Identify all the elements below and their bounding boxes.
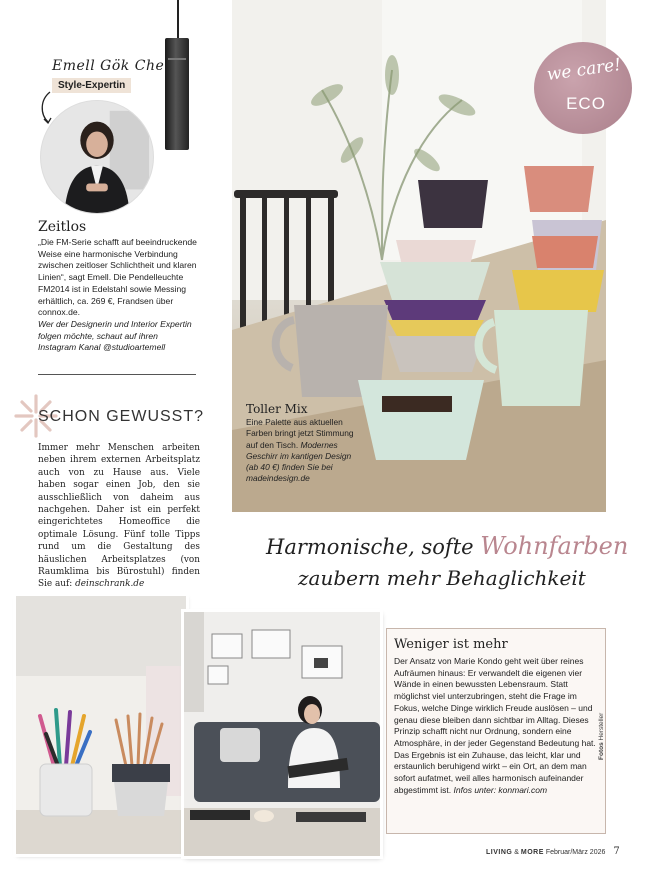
desk-pencils-photo xyxy=(16,596,186,854)
toller-mix-text xyxy=(246,417,362,485)
schon-gewusst-heading: SCHON GEWUSST? xyxy=(38,408,205,425)
weniger-ist-mehr-text xyxy=(394,656,602,796)
magazine-name-a: LIVING xyxy=(486,849,513,856)
expert-name: Emell Gök Che xyxy=(52,58,165,74)
toller-mix-heading: Toller Mix xyxy=(246,402,308,416)
weniger-ist-mehr-heading: Weniger ist mehr xyxy=(394,637,508,652)
zeitlos-heading: Zeitlos xyxy=(38,219,87,235)
page-number: 7 xyxy=(613,846,620,857)
headline-line-1 xyxy=(266,532,629,560)
headline-line-1-text: Harmonische, softe xyxy=(266,535,481,559)
zeitlos-body: „Die FM-Serie schafft auf beeindruckende Weise eine harmonische Verbindung zwischen zeitloser Schlichtheit und klaren Linien“, sagt Emell. Die Pendelleuchte FM2014 ist in Edelstahl sowie Messing erhältlich, ca. 269 €, Frandsen über connox.de. xyxy=(38,237,197,318)
toller-mix-body: Eine Palette aus aktuellen Farben bringt jetzt Stimmung auf den Tisch. xyxy=(246,417,354,450)
headline-line-2: zaubern mehr Behaglichkeit xyxy=(298,566,586,590)
eco-badge-tagline: we care! xyxy=(545,54,623,86)
section-divider xyxy=(38,374,196,375)
reading-woman-photo xyxy=(184,612,380,856)
photo-credit-value: Hersteller xyxy=(598,712,605,743)
schon-gewusst-link[interactable]: deinschrank.de xyxy=(75,579,145,590)
weniger-ist-mehr-body: Der Ansatz von Marie Kondo geht weit über reines Aufräumen hinaus: Er verwandelt die eigenen vier Wände in einen bewussten Lebensraum. Statt möglichst viel unterzubringen, steht die Frage im Fokus, welche Dinge wirklich Freude auslösen – und genau diese bleiben dann sichtbar im Alltag. Dieses Prinzip schafft nicht nur Ordnung, sondern eine Atmosphäre, in der jeder Gegenstand Bedeutung hat. Das Ergebnis ist ein Zuhause, das leicht, klar und erstaunlich beruhigend wirkt – ein Ort, an dem man sofort aufatmet, weil alles harmonisch aufeinander abgestimmt ist. xyxy=(394,656,596,795)
expert-portrait xyxy=(40,100,154,214)
toller-mix-source: Modernes Geschirr im kantigen Design (ab 40 €) finden Sie bei madeindesign.de xyxy=(246,439,352,484)
weniger-ist-mehr-link[interactable]: Infos unter: konmari.com xyxy=(453,784,548,795)
magazine-ampersand: & xyxy=(512,849,521,856)
issue-date: Februar/März 2026 xyxy=(543,849,606,856)
zeitlos-text xyxy=(38,237,198,354)
photo-credit-label: Fotos xyxy=(598,742,605,760)
eco-badge-label: ECO xyxy=(566,94,606,113)
expert-role-badge: Style-Expertin xyxy=(52,78,131,93)
schon-gewusst-body: Immer mehr Menschen arbeiten neben ihrem externen Arbeitsplatz auch von zu Hause aus. Viele haben sogar einen Job, den sie ausschließlich von daheim aus nachgehen. Daher ist ein perfekt eingerichtetes Homeoffice die optimale Lösung. Fünf tolle Tipps rund um die Gestaltung des häuslichen Arbeitsplatzes (von Raumklima bis Bürostuhl) finden Sie auf: xyxy=(38,443,200,590)
photo-credit xyxy=(598,700,605,760)
schon-gewusst-text xyxy=(38,442,200,591)
headline-accent-word: Wohnfarben xyxy=(480,532,629,560)
page-footer xyxy=(486,846,620,857)
pendant-lamp-image xyxy=(165,38,189,150)
pendant-lamp-cord xyxy=(177,0,179,40)
zeitlos-instagram-note: Wer der Designerin und Interior Expertin folgen möchte, schaut auf ihren Instagram Kanal @studioartemell xyxy=(38,318,192,353)
magazine-name-b: MORE xyxy=(520,849,544,856)
